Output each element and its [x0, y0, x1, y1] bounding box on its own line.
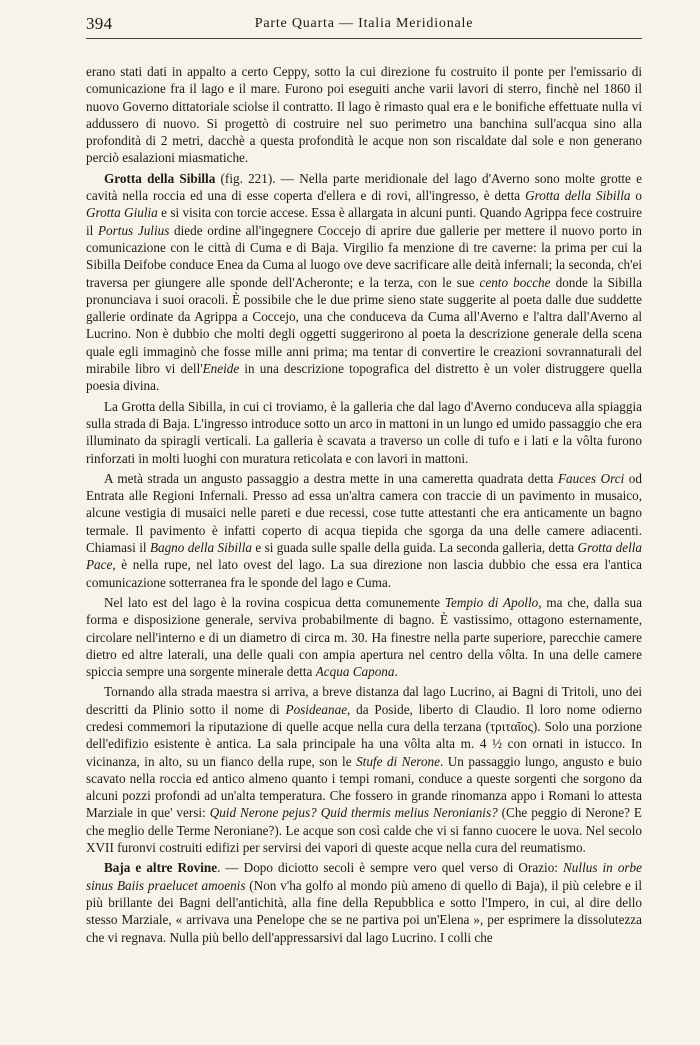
page-header: [86, 14, 642, 34]
text-run: (fig. 221). — Nella parte meridionale del lago d'Averno sono molte grotte e cavità nella roccia ed una di esse coperta d'ellera e di rovi, all'ingresso, è detta: [86, 170, 642, 204]
italic-term: Acqua Capona: [315, 664, 395, 680]
paragraph-p3: [86, 398, 642, 467]
bold-heading: Grotta della Sibilla: [104, 170, 216, 186]
text-run: . — Dopo diciotto secoli è sempre vero quel verso di Orazio:: [217, 860, 564, 876]
text-run: , da Poside, liberto di Claudio. Il loro nome odierno credesi commemori la riputazione di quelle acque nella cura della terzana (τριταῖος). Solo una porzione dell'edifizio esistente è antica. La sala principale ha una vôlta alta m. 4 ½ con ornati in istucco. In vicinanza, in alto, su un fianco della rupe, son le: [86, 701, 642, 769]
page-body: [86, 63, 642, 949]
paragraph-p4: [86, 470, 642, 591]
running-head: Parte Quarta — Italia Meridionale: [254, 16, 474, 31]
paragraph-p1: [86, 63, 642, 167]
italic-term: Portus Julius: [98, 222, 170, 238]
paragraph-p6: [86, 683, 642, 856]
italic-term: Grotta Giulia: [86, 205, 158, 221]
text-run: erano stati dati in appalto a certo Ceppy, sotto la cui direzione fu costruito il ponte per l'emissario di comunicazione fra il lago e il mare. Furono poi eseguiti anche varii lavori di sterro, finchè nel 1860 il nuovo Governo dittatoriale sciolse il contratto. Il lago è rimasto qual era e le bonifiche effettuate nulla vi addussero di nuovo. Si progettò di costruire nel suo perimetro una banchina sull'acqua sino alla profondità di 2 metri, dacchè a questa profondità le acque non son riscaldate dal sole e non generano perciò esalazioni miasmatiche.: [86, 64, 642, 166]
italic-term: Eneide: [202, 361, 240, 377]
italic-term: Grotta della Sibilla: [525, 188, 631, 204]
italic-term: cento bocche: [479, 274, 551, 290]
text-run: e si guada sulle spalle della guida. La seconda galleria, detta: [251, 540, 578, 556]
italic-term: Grotta della Pace: [86, 540, 642, 573]
page-number: 394: [86, 14, 113, 33]
text-run: (Che peggio di Nerone? E che meglio delle Terme Neroniane?). Le acque son così calde che vi si fanno cuocere le uova. Nel secolo XVII furonvi costruiti edifizi per servirsi dei vapori di queste acque nella cura del reumatismo.: [86, 805, 642, 856]
text-run: in una descrizione topografica del distretto è un voler distruggere quella poesia divina.: [86, 361, 642, 394]
paragraph-p5: [86, 594, 642, 680]
italic-term: Tempio di Apollo: [444, 594, 539, 610]
bold-heading: Baja e altre Rovine: [104, 860, 218, 876]
italic-term: Fauces Orci: [557, 470, 625, 486]
italic-term: Posideanae: [285, 701, 348, 717]
text-run: , è nella rupe, nel lato ovest del lago. La sua direzione non lascia dubbio che essa era l'antica comunicazione sotterranea fra le sponde del lago e Cuma.: [86, 557, 642, 590]
italic-term: Stufe di Nerone: [356, 753, 440, 769]
text-run: Tornando alla strada maestra si arriva, a breve distanza dal lago Lucrino, ai Bagni di Tritoli, uno dei descritti da Plinio sotto il nome di: [86, 684, 642, 717]
text-run: A metà strada un angusto passaggio a destra mette in una cameretta quadrata detta: [104, 470, 558, 486]
text-run: donde la Sibilla pronunciava i suoi oracoli. È possibile che le due prime sieno state suggerite al poeta dalle due suddette gallerie ordinate da Agrippa a Coccejo, una che conduceva da Cuma all'Averno e l'altra dall'Averno al Lucrino. Non è dubbio che molti degli oggetti suggerirono al poeta la descrizione generale della scena quale egli immaginò che fosse mille anni prima; ma tentar di convertire le creazioni sovrannaturali del mirabile libro vi dell': [86, 274, 643, 377]
text-run: od Entrata alle Regioni Infernali. Presso ad essa un'altra camera con traccie di un pavimento in musaico, alcune vestigia di musaici nelle pareti e due recessi, cose tutte attestanti che era anticamente un bagno termale. Il pavimento è infatti coperto di acqua tiepida che sgorga da una delle camere adiacenti. Chiamasi il: [86, 470, 642, 556]
text-run: , ma che, dalla sua forma e disposizione generale, serviva probabilmente di bagno. È vastissimo, ottagono esternamente, circolare nell'interno e di un diametro di circa m. 30. Ha finestre nella parte superiore, parecchie camere dietro ed altre laterali, una delle quali con ampia apertura nel centro della vôlta. In una delle camere spiccia sempre una sorgente minerale detta: [86, 594, 642, 680]
paragraph-p2: [86, 170, 642, 395]
text-run: . Un passaggio lungo, angusto e buio scavato nella roccia ed antico almeno quanto i tempi romani, conduce a queste sorgenti che sorgono da alcuni pozzi profondi ad un'alta temperatura. Che fossero in grande rinomanza appo i Romani lo attesta Marziale in que' versi:: [86, 753, 642, 821]
text-run: o: [630, 188, 642, 204]
paragraph-p7: [86, 859, 642, 945]
text-run: diede ordine all'ingegnere Coccejo di aprire due gallerie per mettere il nuovo porto in comunicazione con le città di Cuma e di Baja. Virgilio fa menzione di tre caverne: la prima per cui la Sibilla Deifobe conduce Enea da Cuma al luogo ove deve sacrificare alle deità infernali; la seconda, ch'ei traversa per giungere alle sponde dell'Acheronte; e la terza, con le sue: [86, 222, 643, 290]
text-run: Nel lato est del lago è la rovina cospicua detta comunemente: [104, 594, 445, 610]
header-rule: [86, 38, 642, 39]
text-run: e si visita con torcie accese. Essa è allargata in alcuni punti. Quando Agrippa fece costruire il: [86, 205, 642, 238]
italic-term: Quid Nerone pejus? Quid thermis melius Neronianis?: [209, 805, 498, 821]
text-run: .: [394, 664, 398, 680]
italic-term: Bagno della Sibilla: [149, 540, 252, 556]
text-run: La Grotta della Sibilla, in cui ci troviamo, è la galleria che dal lago d'Averno conduceva alla spiaggia sulla strada di Baja. L'ingresso introduce sotto un arco in mattoni in un lungo ed umido passaggio che era illuminato da spiragli verticali. La galleria è scavata a traverso un colle di tufo e i lati e la vôlta furono rinforzati in molti luoghi con muratura reticolata e con lavori in mattoni.: [86, 398, 642, 466]
text-run: (Non v'ha golfo al mondo più ameno di quello di Baja), il più celebre e il più brillante dei Bagni dell'antichità, alla fine della Repubblica e sotto l'Impero, in cui, al dire dello stesso Marziale, « arrivava una Penelope che se ne partiva poi un'Elena », per esprimere la dissolutezza che vi regnava. Nulla più bello dell'appressarsivi dal lago Lucrino. I colli che: [86, 877, 642, 945]
italic-term: Nullus in orbe sinus Baiis praelucet amoenis: [86, 860, 642, 893]
